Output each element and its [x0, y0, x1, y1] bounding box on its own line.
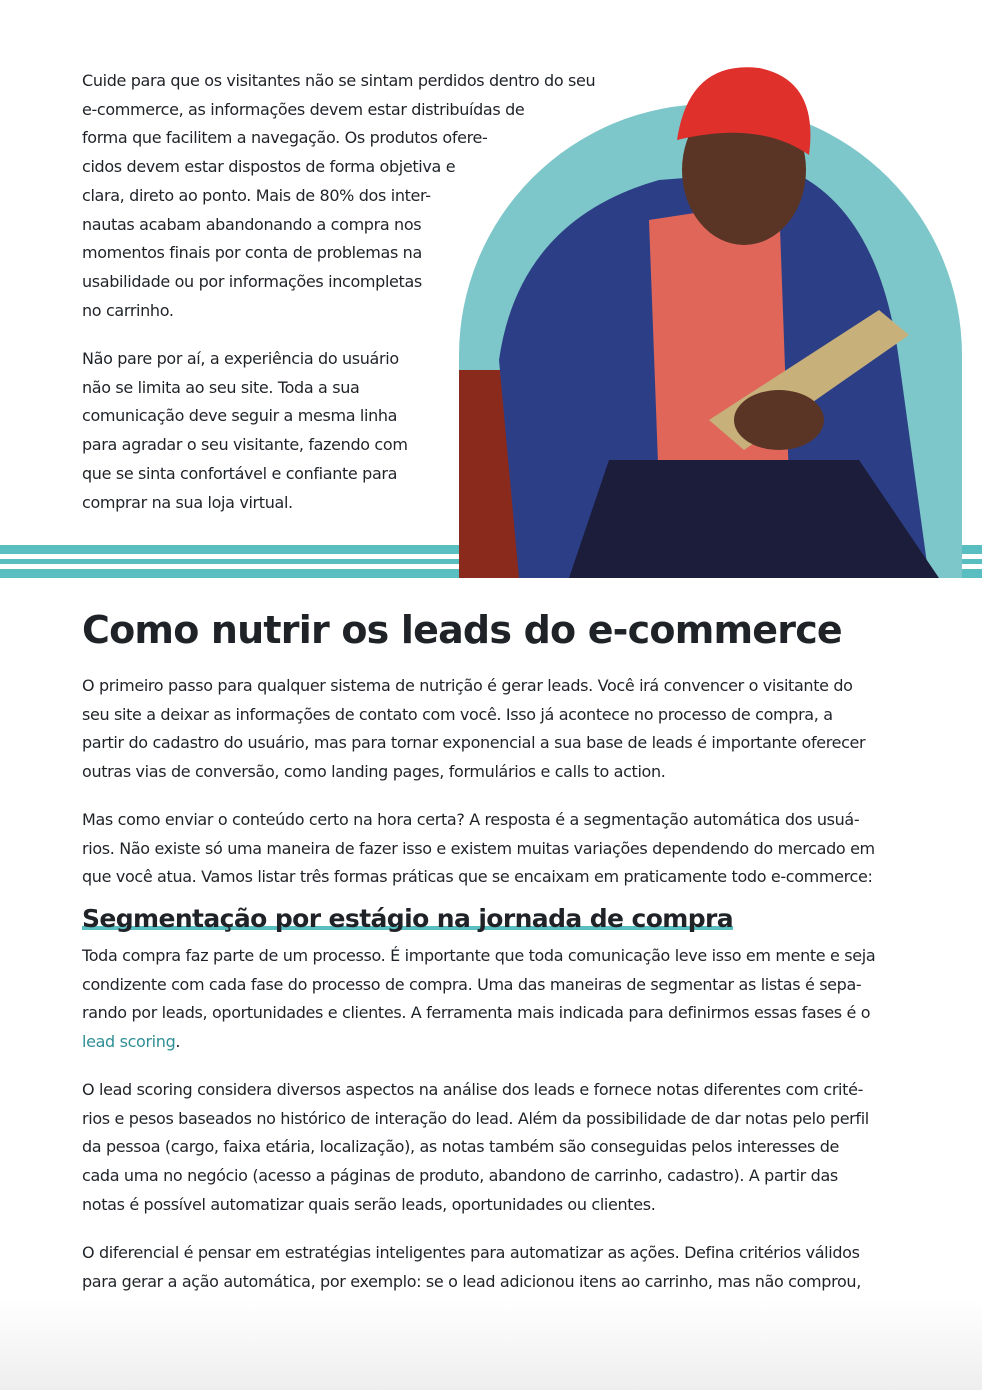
text-line: condizente com cada fase do processo de compra. Uma das maneiras de segmentar as listas é sepa-: [82, 974, 862, 994]
text-line: Cuide para que os visitantes não se sintam perdidos dentro do seu: [82, 71, 596, 90]
text-line: usabilidade ou por informações incompletas: [82, 271, 422, 291]
text-line: O primeiro passo para qualquer sistema de nutrição é gerar leads. Você irá convencer o visitante do: [82, 676, 853, 695]
text-line: para agradar o seu visitante, fazendo com: [82, 435, 408, 455]
text-line: rando por leads, oportunidades e clientes. A ferramenta mais indicada para definirmos essas fases é o: [82, 1003, 871, 1023]
text-line: forma que facilitem a navegação. Os produtos ofere-: [82, 128, 488, 148]
section-title: Como nutrir os leads do e-commerce: [82, 608, 842, 652]
section-paragraph-2: [82, 806, 875, 892]
section-paragraph-5: [82, 1239, 861, 1296]
text-line: notas é possível automatizar quais serão leads, oportunidades ou clientes.: [82, 1194, 656, 1214]
paragraph-lines: [82, 942, 875, 1028]
section-paragraph-4: [82, 1076, 869, 1220]
page-bottom-fade: [0, 1300, 982, 1390]
text-line: para gerar a ação automática, por exemplo: se o lead adicionou itens ao carrinho, mas não comprou,: [82, 1271, 861, 1291]
text-line: da pessoa (cargo, faixa etária, localização), as notas também são conseguidas pelos interesses de: [82, 1137, 840, 1157]
subsection-title: Segmentação por estágio na jornada de compra: [82, 904, 734, 933]
man-with-tablet-photo: [459, 60, 941, 578]
text-line: clara, direto ao ponto. Mais de 80% dos inter-: [82, 185, 431, 205]
intro-paragraph-2: [82, 345, 408, 517]
text-line: Toda compra faz parte de um processo. É importante que toda comunicação leve isso em mente e seja: [82, 946, 876, 965]
text-line: não se limita ao seu site. Toda a sua: [82, 377, 360, 397]
period: .: [175, 1032, 181, 1052]
text-line: que se sinta confortável e confiante para: [82, 463, 398, 483]
text-line: que você atua. Vamos listar três formas práticas que se encaixam em praticamente todo e-commerce:: [82, 867, 873, 887]
text-line: partir do cadastro do usuário, mas para tornar exponencial a sua base de leads é importante oferecer: [82, 733, 866, 753]
lead-scoring-link[interactable]: lead scoring: [82, 1032, 176, 1052]
text-line: momentos finais por conta de problemas na: [82, 243, 422, 263]
text-line: Não pare por aí, a experiência do usuário: [82, 349, 399, 368]
text-line: no carrinho.: [82, 300, 174, 320]
text-line: O diferencial é pensar em estratégias inteligentes para automatizar as ações. Defina critérios válidos: [82, 1243, 860, 1262]
text-line: outras vias de conversão, como landing pages, formulários e calls to action.: [82, 762, 666, 782]
text-line: Mas como enviar o conteúdo certo na hora certa? A resposta é a segmentação automática dos usuá-: [82, 810, 860, 829]
text-line: cidos devem estar dispostos de forma objetiva e: [82, 157, 456, 177]
text-line: comunicação deve seguir a mesma linha: [82, 406, 398, 426]
text-line: comprar na sua loja virtual.: [82, 492, 293, 512]
text-line: cada uma no negócio (acesso a páginas de produto, abandono de carrinho, cadastro). A partir das: [82, 1166, 838, 1186]
text-line: rios e pesos baseados no histórico de interação do lead. Além da possibilidade de dar notas pelo perfil: [82, 1108, 869, 1128]
section-paragraph-3: [82, 942, 875, 1057]
text-line: seu site a deixar as informações de contato com você. Isso já acontece no processo de compra, a: [82, 704, 833, 724]
text-line: nautas acabam abandonando a compra nos: [82, 214, 422, 234]
text-line: O lead scoring considera diversos aspectos na análise dos leads e fornece notas diferentes com crité-: [82, 1080, 863, 1099]
section-paragraph-1: [82, 672, 902, 787]
text-line: rios. Não existe só uma maneira de fazer isso e existem muitas variações dependendo do mercado em: [82, 838, 875, 858]
text-line: e-commerce, as informações devem estar distribuídas de: [82, 99, 525, 119]
